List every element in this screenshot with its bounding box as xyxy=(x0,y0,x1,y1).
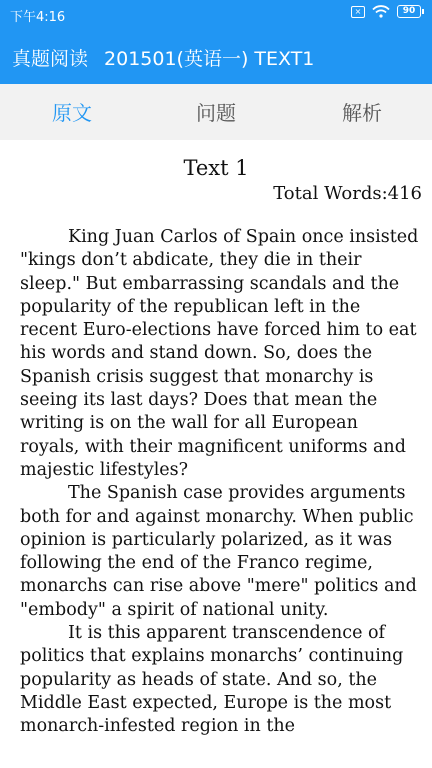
tab-bar xyxy=(0,84,432,140)
article-content[interactable] xyxy=(0,140,432,750)
wifi-icon xyxy=(372,5,390,18)
app-bar-title xyxy=(12,44,314,71)
tab-questions[interactable]: 问题 xyxy=(196,101,236,125)
paragraph: It is this apparent transcendence of politics that explains monarchs’ continuing popularity as heads of state. And so, the Middle East expected, Europe is the most monarch-infested region in the xyxy=(20,623,404,737)
status-icons xyxy=(351,5,424,18)
tab-original-text[interactable]: 原文 xyxy=(52,101,92,125)
status-bar xyxy=(0,0,432,30)
battery-level: 90 xyxy=(397,5,421,18)
paragraph: The Spanish case provides arguments both for and against monarchy. When public opinion is particularly polarized, as it was following the end of the Franco regime, monarchs can rise above "mere" politics and "embody" a spirit of national unity. xyxy=(20,483,417,620)
status-time: 下午4:16 xyxy=(10,10,66,25)
content-fade xyxy=(0,736,432,750)
app-bar xyxy=(0,30,432,84)
article-title: Text 1 xyxy=(183,156,249,180)
battery-icon xyxy=(397,5,424,18)
app-title: 真题阅读 xyxy=(12,48,89,70)
sim-card-icon: × xyxy=(351,6,365,18)
article-body xyxy=(20,226,420,739)
exam-title: 201501(英语一) TEXT1 xyxy=(104,48,315,70)
tab-analysis[interactable]: 解析 xyxy=(342,101,382,125)
paragraph: King Juan Carlos of Spain once insisted "kings don’t abdicate, they die in their sleep." But embarrassing scandals and the popularity of the republican left in the recent Euro-elections have forced him to eat his words and stand down. So, does the Spanish crisis suggest that monarchy is seeing its last days? Does that mean the writing is on the wall for all European royals, with their magnificent uniforms and majestic lifestyles? xyxy=(20,227,419,480)
word-count: Total Words:416 xyxy=(273,183,422,204)
